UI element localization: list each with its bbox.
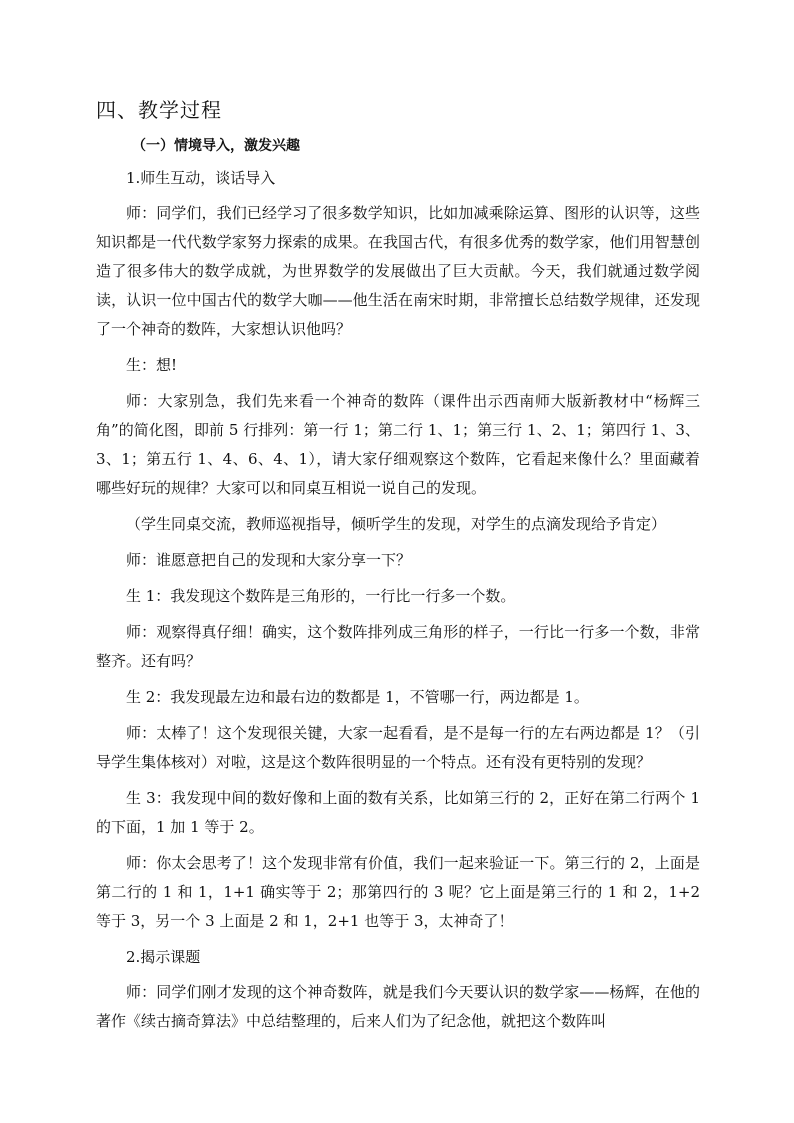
subheading-interaction: 1.师生互动，谈话导入	[126, 169, 276, 187]
paragraph-teacher-intro: 师：同学们，我们已经学习了很多数学知识，比如加减乘除运算、图形的认识等，这些知识都是一代代数学家努力探索的成果。在我国古代，有很多优秀的数学家，他们用智慧创造了很多伟大的数学成就，为世界数学的发展做出了巨大贡献。今天，我们就通过数学阅读，认识一位中国古代的数学大咖——他生活在南宋时期，非常擅长总结数学规律，还发现了一个神奇的数阵，大家想认识他吗？	[96, 204, 700, 338]
paragraph-teacher-topic: 师：同学们刚才发现的这个神奇数阵，就是我们今天要认识的数学家——杨辉，在他的著作《续古摘奇算法》中总结整理的，后来人们为了纪念他，就把这个数阵叫	[96, 983, 700, 1030]
paragraph-student-2: 生 2：我发现最左边和最右边的数都是 1，不管哪一行，两边都是 1。	[126, 688, 589, 706]
paragraph-teacher-response-3: 师：你太会思考了！这个发现非常有价值，我们一起来验证一下。第三行的 2，上面是第二行的 1 和 1，1+1 确实等于 2；那第四行的 3 呢？它上面是第三行的 1 和 2，1+2 等于 3，另一个 3 上面是 2 和 1，2+1 也等于 3，太神奇了！	[96, 854, 700, 930]
subsection-title: （一）情境导入，激发兴趣	[132, 138, 300, 154]
paragraph-teacher-share: 师：谁愿意把自己的发现和大家分享一下？	[126, 551, 412, 569]
paragraph-student-3: 生 3：我发现中间的数好像和上面的数有关系，比如第三行的 2，正好在第二行两个 1 的下面，1 加 1 等于 2。	[96, 789, 700, 836]
paragraph-student-1: 生 1：我发现这个数阵是三角形的，一行比一行多一个数。	[126, 587, 516, 605]
section-title: 四、教学过程	[96, 98, 222, 122]
paragraph-teacher-response-2: 师：太棒了！这个发现很关键，大家一起看看，是不是每一行的左右两边都是 1？（引导学生集体核对）对啦，这是这个数阵很明显的一个特点。还有没有更特别的发现？	[96, 724, 700, 771]
paragraph-student-reply: 生：想!	[126, 356, 178, 374]
document-page	[96, 96, 700, 1043]
paragraph-teacher-response-1: 师：观察得真仔细！确实，这个数阵排列成三角形的样子，一行比一行多一个数，非常整齐。还有吗？	[96, 623, 700, 670]
paragraph-classroom-note: （学生同桌交流，教师巡视指导，倾听学生的发现，对学生的点滴发现给予肯定）	[126, 515, 667, 533]
paragraph-teacher-array: 师：大家别急，我们先来看一个神奇的数阵（课件出示西南师大版新教材中“杨辉三角”的简化图，即前 5 行排列：第一行 1；第二行 1、1；第三行 1、2、1；第四行 1、3、3、1；第五行 1、4、6、4、1），请大家仔细观察这个数阵，它看起来像什么？里面藏着哪些好玩的规律？大家可以和同桌互相说一说自己的发现。	[96, 392, 700, 497]
subheading-topic: 2.揭示课题	[126, 948, 201, 966]
